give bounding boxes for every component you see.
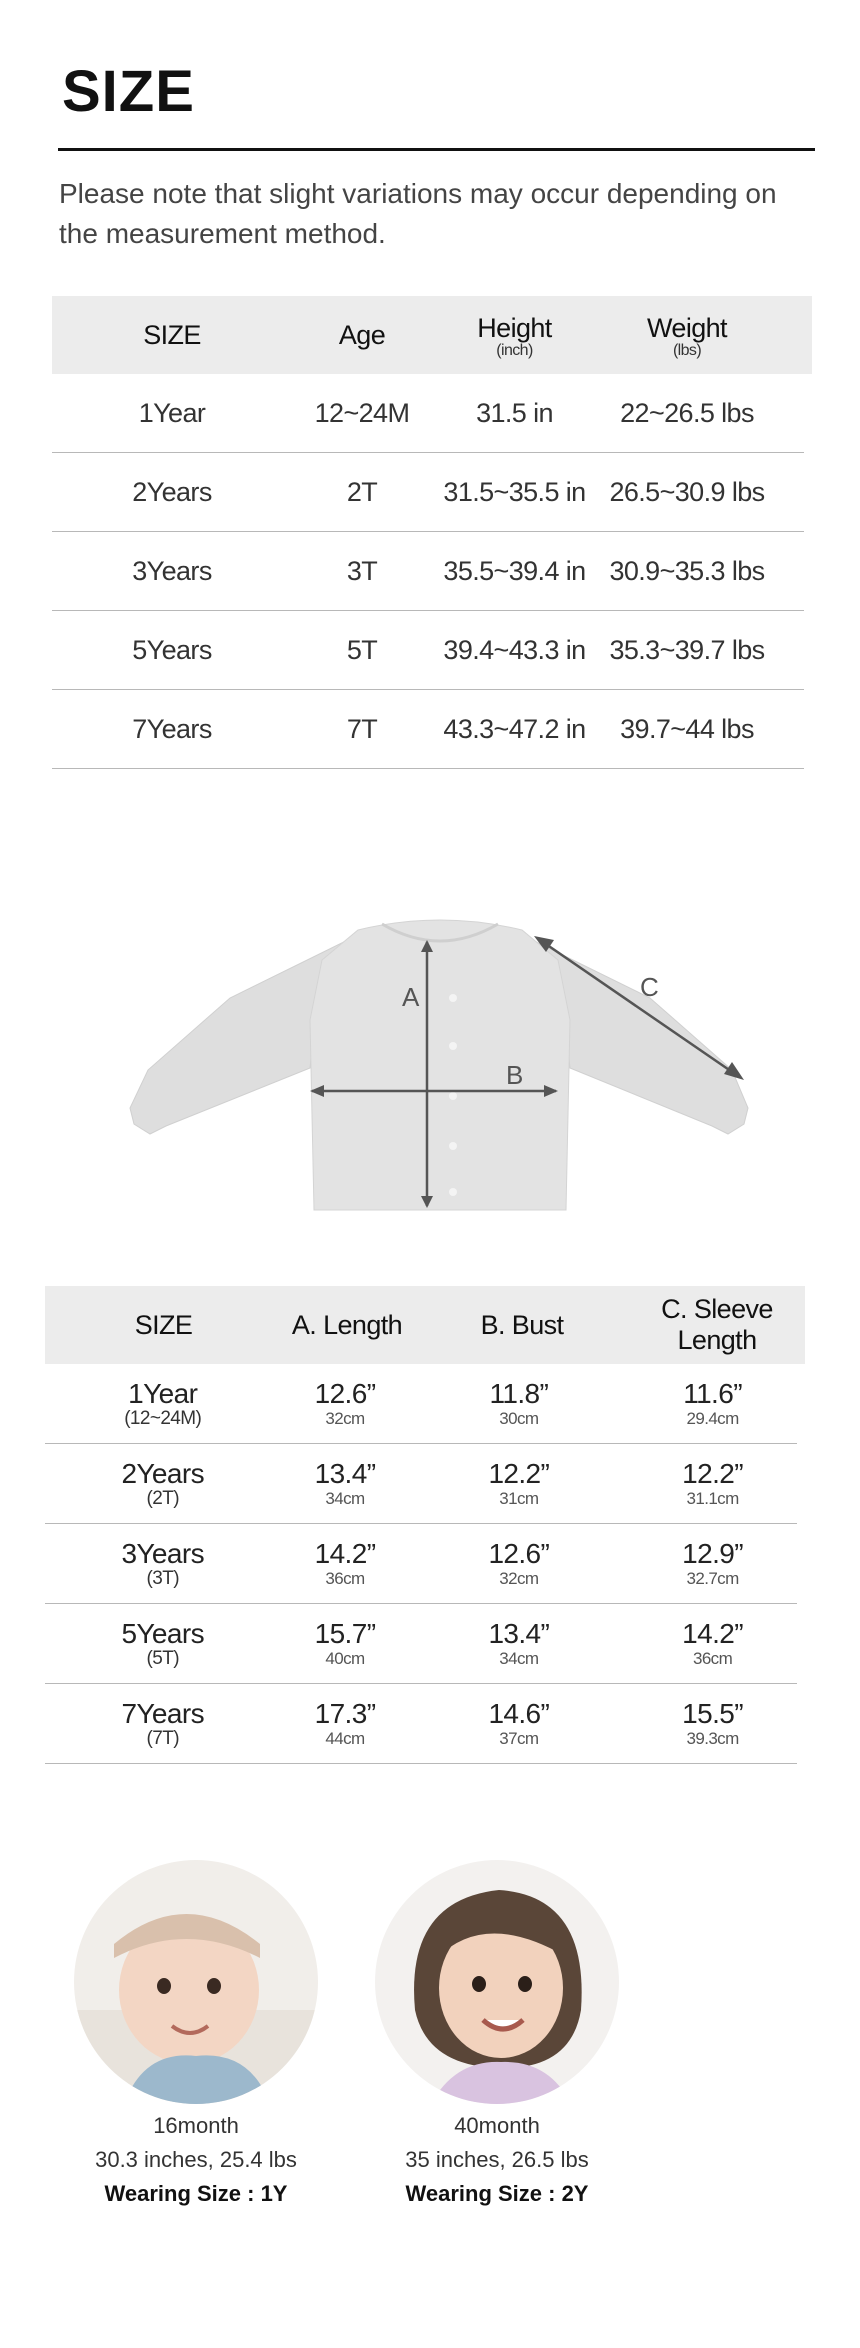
toddler-photo-2: [375, 1860, 619, 2104]
table-row: [45, 1684, 797, 1764]
table-row: [52, 611, 804, 690]
table-row: [52, 453, 804, 532]
size-label: 5Years: [121, 1617, 204, 1649]
row-sleeve: [628, 1379, 797, 1429]
bust-cm: 30cm: [499, 1408, 539, 1428]
bust-cm: 37cm: [499, 1728, 539, 1748]
row-weight: 26.5~30.9 lbs: [609, 476, 765, 507]
row-age: 5T: [346, 634, 378, 665]
length-cm: 40cm: [325, 1648, 365, 1668]
sleeve-inch: 12.2”: [682, 1457, 743, 1489]
header-weight-unit: (lbs): [672, 341, 702, 359]
size-age: (5T): [146, 1647, 179, 1669]
table-row: [52, 690, 804, 769]
header-length: A. Length: [291, 1309, 403, 1340]
label-b: B: [506, 1060, 524, 1090]
size-age: (3T): [146, 1567, 179, 1589]
label-a: A: [402, 982, 420, 1012]
length-inch: 14.2”: [314, 1537, 376, 1569]
bust-cm: 31cm: [499, 1488, 539, 1508]
table-row: [45, 1604, 797, 1684]
row-bust: [410, 1539, 629, 1589]
row-age: 3T: [346, 555, 378, 586]
size-label: 7Years: [121, 1697, 204, 1729]
row-weight: 30.9~35.3 lbs: [609, 555, 765, 586]
measurement-table: [45, 1286, 805, 1764]
bust-inch: 14.6”: [488, 1697, 550, 1729]
size-age: (7T): [146, 1727, 179, 1749]
length-inch: 17.3”: [314, 1697, 376, 1729]
length-cm: 34cm: [325, 1488, 365, 1508]
label-c: C: [640, 972, 659, 1002]
header-sleeve-length: C. Sleeve Length: [661, 1294, 773, 1355]
row-sleeve: [628, 1539, 797, 1589]
row-size: [45, 1699, 280, 1749]
bust-cm: 32cm: [499, 1568, 539, 1588]
row-age: 2T: [346, 476, 378, 507]
table-row: [45, 1524, 797, 1604]
row-age: 12~24M: [314, 397, 410, 428]
size-label: 2Years: [121, 1457, 204, 1489]
measurement-table-header: [45, 1286, 805, 1364]
header-height: [432, 313, 597, 358]
row-height: 31.5~35.5 in: [443, 476, 586, 507]
sleeve-cm: 39.3cm: [686, 1728, 739, 1748]
row-height: 43.3~47.2 in: [443, 713, 586, 744]
row-size: [45, 1379, 280, 1429]
row-size: [45, 1539, 280, 1589]
row-bust: [410, 1699, 629, 1749]
row-height: 35.5~39.4 in: [443, 555, 586, 586]
measurement-note: Please note that slight variations may occur depending on the measurement method.: [59, 178, 777, 249]
page-title: SIZE: [62, 59, 195, 124]
header-weight-label: Weight: [647, 312, 727, 343]
header-bust: B. Bust: [480, 1309, 564, 1340]
row-bust: [410, 1459, 629, 1509]
model-card-1: [74, 1860, 318, 2211]
row-sleeve: [628, 1619, 797, 1669]
row-length: [280, 1539, 409, 1589]
row-size: [45, 1459, 280, 1509]
size-label: 1Year: [128, 1377, 198, 1409]
cardigan-measurement-diagram: [120, 900, 760, 1230]
row-sleeve: [628, 1459, 797, 1509]
sleeve-cm: 36cm: [692, 1648, 733, 1668]
bust-inch: 12.2”: [488, 1457, 550, 1489]
row-height: 31.5 in: [476, 397, 553, 428]
sleeve-cm: 31.1cm: [686, 1488, 739, 1508]
model-stats: 35 inches, 26.5 lbs: [405, 2147, 589, 2172]
baby-photo-1: [74, 1860, 318, 2104]
model-wearing-size: Wearing Size : 2Y: [405, 2181, 589, 2206]
table-row: [52, 532, 804, 611]
row-weight: 35.3~39.7 lbs: [609, 634, 765, 665]
row-size: 2Years: [132, 476, 212, 507]
bust-cm: 34cm: [499, 1648, 539, 1668]
row-size: 5Years: [132, 634, 212, 665]
length-cm: 44cm: [325, 1728, 365, 1748]
table-row: [45, 1364, 797, 1444]
row-age: 7T: [346, 713, 378, 744]
row-size: 7Years: [132, 713, 212, 744]
size-age: (2T): [146, 1487, 179, 1509]
sleeve-cm: 32.7cm: [686, 1568, 739, 1588]
table-row: [45, 1444, 797, 1524]
model-wearing-size: Wearing Size : 1Y: [104, 2181, 288, 2206]
length-inch: 12.6”: [314, 1377, 376, 1409]
size-label: 3Years: [121, 1537, 204, 1569]
row-length: [280, 1379, 409, 1429]
row-size: 3Years: [132, 555, 212, 586]
row-height: 39.4~43.3 in: [443, 634, 586, 665]
header-height-unit: (inch): [496, 341, 533, 359]
model-age: 16month: [153, 2113, 239, 2138]
row-length: [280, 1619, 409, 1669]
row-sleeve: [628, 1699, 797, 1749]
row-size: [45, 1619, 280, 1669]
length-inch: 15.7”: [314, 1617, 376, 1649]
model-age: 40month: [454, 2113, 540, 2138]
bust-inch: 13.4”: [488, 1617, 550, 1649]
row-weight: 22~26.5 lbs: [620, 397, 754, 428]
size-table: [52, 296, 812, 769]
sleeve-inch: 14.2”: [682, 1617, 743, 1649]
header-size: SIZE: [134, 1309, 193, 1340]
table-row: [52, 374, 804, 453]
row-weight: 39.7~44 lbs: [620, 713, 754, 744]
header-weight: [597, 313, 777, 358]
title-divider: [58, 148, 815, 151]
cardigan-illustration: [130, 920, 748, 1210]
size-table-header: [52, 296, 812, 374]
sleeve-cm: 29.4cm: [686, 1408, 739, 1428]
row-bust: [410, 1379, 629, 1429]
header-age: Age: [338, 319, 386, 350]
sleeve-inch: 12.9”: [682, 1537, 743, 1569]
length-cm: 32cm: [325, 1408, 365, 1428]
row-length: [280, 1459, 409, 1509]
length-inch: 13.4”: [314, 1457, 376, 1489]
sleeve-inch: 11.6”: [683, 1377, 742, 1409]
header-height-label: Height: [477, 312, 552, 343]
size-age: (12~24M): [124, 1407, 202, 1429]
header-size: SIZE: [143, 319, 201, 350]
bust-inch: 11.8”: [489, 1377, 549, 1409]
sleeve-inch: 15.5”: [682, 1697, 743, 1729]
length-cm: 36cm: [325, 1568, 365, 1588]
model-stats: 30.3 inches, 25.4 lbs: [95, 2147, 297, 2172]
model-card-2: [375, 1860, 619, 2211]
row-size: 1Year: [138, 397, 206, 428]
bust-inch: 12.6”: [488, 1537, 550, 1569]
row-bust: [410, 1619, 629, 1669]
row-length: [280, 1699, 409, 1749]
